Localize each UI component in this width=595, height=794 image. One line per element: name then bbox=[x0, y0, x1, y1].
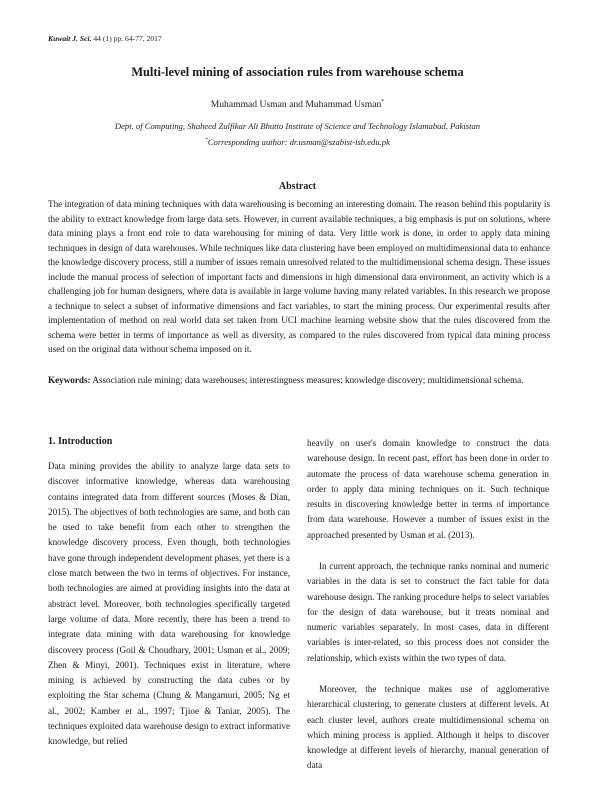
journal-volume: 44 bbox=[93, 34, 101, 43]
author-line bbox=[0, 99, 595, 110]
corresponding-author bbox=[0, 137, 595, 147]
journal-pages: pp. 64-77, 2017 bbox=[113, 34, 162, 43]
intro-right-paragraph-2: In current approach, the technique ranks nominal and numeric variables in the data is set to construct the fact table for data warehouse design. The ranking procedure helps to select variables for the design of data warehouse, but it treats nominal and numeric variables separately. In most cases, data in different variables is inter-related, so this process does not consider the relationship, which exists within the two types of data. bbox=[307, 561, 549, 663]
keywords-text: Association rule mining; data warehouses; interestingness measures; knowledge discovery; multidimensional schema. bbox=[90, 375, 524, 385]
paper-title: Multi-level mining of association rules from warehouse schema bbox=[131, 65, 464, 79]
author-mark: * bbox=[381, 99, 385, 105]
keywords-label: Keywords: bbox=[48, 375, 91, 385]
intro-right-paragraph-1: heavily on user's domain knowledge to construct the data warehouse design. In recent past, effort has been done in order to automate the process of data warehouse schema generation in order to apply data mining techniques on it. Such technique results in discovering knowledge better in terms of importance from data warehouse. However a number of issues exist in the approached presented by Usman et al. (2013). bbox=[307, 438, 549, 540]
abstract-text: The integration of data mining techniques with data warehousing is becoming an interesting domain. The reason behind this popularity is the ability to extract knowledge from large data sets. However, in current available techniques, a big emphasis is put on solutions, where data mining plays a front end role to data warehousing for mining of data. Very little work is done, in order to apply data mining techniques in design of data warehouses. While techniques like data clustering have been employed on multidimensional data to enhance the knowledge discovery process, still a number of issues remain unresolved related to the multidimensional schema design. These issues include the manual process of selection of important facts and dimensions in high dimensional data environment, an activity which is a challenging job for human designers, where data is available in large volume having many related variables. In this research we propose a technique to select a subset of informative dimensions and fact variables, to start the mining process. Our experimental results after implementation of method on real world data set taken from UCI machine learning website show that the rules discovered from the schema were better in terms of importance as well as diversity, as compared to the rules discovered from typical data mining process used on the original data without schema imposed on it. bbox=[48, 199, 550, 355]
abstract-heading: Abstract bbox=[278, 181, 317, 192]
section-heading-introduction: 1. Introduction bbox=[48, 436, 113, 447]
corresponding-mark: * bbox=[205, 137, 208, 144]
keywords bbox=[48, 373, 550, 388]
journal-citation bbox=[48, 34, 162, 43]
affiliation: Dept. of Computing, Shaheed Zulfikar Ali Bhutto Institute of Science and Technology Islamabad, Pakistan bbox=[114, 121, 481, 131]
journal-name: Kuwait J. Sci. bbox=[48, 34, 92, 43]
intro-right-paragraph-3: Moreover, the technique makes use of agglomerative hierarchical clustering, to generate clusters at different levels. At each cluster level, authors create multidimensional schema on which mining process is applied. Although it helps to discover knowledge at different levels of hierarchy, manual generation of data bbox=[307, 684, 549, 771]
journal-issue: (1) bbox=[102, 34, 112, 43]
intro-left-paragraph: Data mining provides the ability to analyze large data sets to discover informative knowledge, whereas data warehousing contains integrated data from different sources (Moses & Dian, 2015). The objectives of both technologies are same, and both can be used to take benefit from each other to strengthen the knowledge discovery process. Even though, both technologies have gone through independent development phases, yet there is a close match between the two in terms of objectives. For instance, both technologies are aimed at providing insights into the data at abstract level. Moreover, both technologies specifically targeted large volume of data. More recently, there has been a trend to integrate data mining with data warehousing for knowledge discovery process (Goil & Choudhary, 2001; Usman et al., 2009; Zhen & Minyi, 2001). Techniques exist in literature, where mining is achieved by constructing the data cubes or by exploiting the Star schema (Chung & Mangamuri, 2005; Ng et al., 2002; Kamber et al., 1997; Tjioe & Taniar, 2005). The techniques exploited data warehouse design to extract informative knowledge, but relied bbox=[48, 461, 290, 747]
corresponding-text: Corresponding author: dr.usman@szabist-isb.edu.pk bbox=[207, 137, 390, 147]
author-names: Muhammad Usman and Muhammad Usman bbox=[210, 99, 382, 111]
